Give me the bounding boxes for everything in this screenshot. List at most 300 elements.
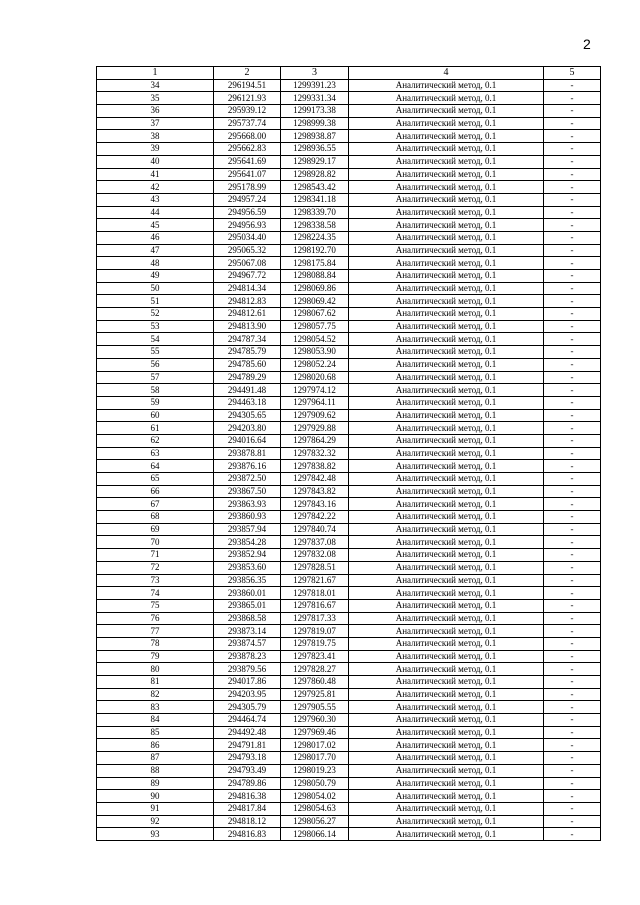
y-coordinate-cell: 1297843.16 [281,498,349,511]
table-row [97,523,601,536]
note-cell: - [544,143,601,156]
x-coordinate-cell: 294492.48 [214,726,281,739]
point-number-cell: 77 [97,625,214,638]
table-row [97,599,601,612]
note-cell: - [544,473,601,486]
method-cell: Аналитический метод, 0.1 [349,650,544,663]
note-cell: - [544,714,601,727]
method-cell: Аналитический метод, 0.1 [349,739,544,752]
x-coordinate-cell: 294793.49 [214,764,281,777]
x-coordinate-cell: 294956.59 [214,206,281,219]
y-coordinate-cell: 1297909.62 [281,409,349,422]
point-number-cell: 59 [97,396,214,409]
y-coordinate-cell: 1299331.34 [281,92,349,105]
method-cell: Аналитический метод, 0.1 [349,257,544,270]
x-coordinate-cell: 294789.86 [214,777,281,790]
method-cell: Аналитический метод, 0.1 [349,460,544,473]
x-coordinate-cell: 294789.29 [214,371,281,384]
y-coordinate-cell: 1299173.38 [281,105,349,118]
x-coordinate-cell: 294491.48 [214,384,281,397]
y-coordinate-cell: 1297842.22 [281,511,349,524]
x-coordinate-cell: 294305.79 [214,701,281,714]
note-cell: - [544,790,601,803]
table-row [97,688,601,701]
table-row [97,270,601,283]
method-cell: Аналитический метод, 0.1 [349,676,544,689]
y-coordinate-cell: 1298339.70 [281,206,349,219]
header-col-2: 2 [214,67,281,80]
point-number-cell: 91 [97,802,214,815]
x-coordinate-cell: 295939.12 [214,105,281,118]
table-row [97,231,601,244]
method-cell: Аналитический метод, 0.1 [349,625,544,638]
point-number-cell: 80 [97,663,214,676]
table-row [97,714,601,727]
method-cell: Аналитический метод, 0.1 [349,358,544,371]
note-cell: - [544,422,601,435]
note-cell: - [544,219,601,232]
x-coordinate-cell: 295178.99 [214,181,281,194]
x-coordinate-cell: 293852.94 [214,549,281,562]
y-coordinate-cell: 1298053.90 [281,346,349,359]
point-number-cell: 76 [97,612,214,625]
x-coordinate-cell: 294787.34 [214,333,281,346]
method-cell: Аналитический метод, 0.1 [349,828,544,841]
method-cell: Аналитический метод, 0.1 [349,130,544,143]
note-cell: - [544,244,601,257]
table-row [97,219,601,232]
table-row [97,663,601,676]
y-coordinate-cell: 1298338.58 [281,219,349,232]
table-body [97,79,601,840]
table-row [97,574,601,587]
table-row [97,764,601,777]
table-row [97,193,601,206]
x-coordinate-cell: 294967.72 [214,270,281,283]
point-number-cell: 40 [97,155,214,168]
header-col-1: 1 [97,67,214,80]
x-coordinate-cell: 295641.69 [214,155,281,168]
method-cell: Аналитический метод, 0.1 [349,143,544,156]
point-number-cell: 36 [97,105,214,118]
x-coordinate-cell: 293868.58 [214,612,281,625]
point-number-cell: 81 [97,676,214,689]
note-cell: - [544,561,601,574]
point-number-cell: 70 [97,536,214,549]
table-row [97,155,601,168]
x-coordinate-cell: 294791.81 [214,739,281,752]
point-number-cell: 57 [97,371,214,384]
y-coordinate-cell: 1298175.84 [281,257,349,270]
method-cell: Аналитический метод, 0.1 [349,612,544,625]
note-cell: - [544,358,601,371]
y-coordinate-cell: 1297817.33 [281,612,349,625]
table-row [97,790,601,803]
x-coordinate-cell: 294816.83 [214,828,281,841]
y-coordinate-cell: 1297842.48 [281,473,349,486]
table-row [97,358,601,371]
x-coordinate-cell: 293857.94 [214,523,281,536]
point-number-cell: 69 [97,523,214,536]
method-cell: Аналитический метод, 0.1 [349,155,544,168]
table-row [97,777,601,790]
point-number-cell: 41 [97,168,214,181]
table-row [97,637,601,650]
method-cell: Аналитический метод, 0.1 [349,422,544,435]
method-cell: Аналитический метод, 0.1 [349,777,544,790]
point-number-cell: 62 [97,434,214,447]
table-row [97,333,601,346]
y-coordinate-cell: 1297860.48 [281,676,349,689]
method-cell: Аналитический метод, 0.1 [349,764,544,777]
x-coordinate-cell: 295668.00 [214,130,281,143]
y-coordinate-cell: 1297816.67 [281,599,349,612]
method-cell: Аналитический метод, 0.1 [349,92,544,105]
method-cell: Аналитический метод, 0.1 [349,790,544,803]
x-coordinate-cell: 294956.93 [214,219,281,232]
table-row [97,168,601,181]
y-coordinate-cell: 1297818.01 [281,587,349,600]
method-cell: Аналитический метод, 0.1 [349,117,544,130]
x-coordinate-cell: 295737.74 [214,117,281,130]
method-cell: Аналитический метод, 0.1 [349,295,544,308]
point-number-cell: 87 [97,752,214,765]
point-number-cell: 71 [97,549,214,562]
point-number-cell: 78 [97,637,214,650]
note-cell: - [544,485,601,498]
note-cell: - [544,92,601,105]
y-coordinate-cell: 1298052.24 [281,358,349,371]
note-cell: - [544,511,601,524]
method-cell: Аналитический метод, 0.1 [349,346,544,359]
note-cell: - [544,726,601,739]
y-coordinate-cell: 1298543.42 [281,181,349,194]
point-number-cell: 35 [97,92,214,105]
x-coordinate-cell: 293867.50 [214,485,281,498]
y-coordinate-cell: 1297864.29 [281,434,349,447]
x-coordinate-cell: 294813.90 [214,320,281,333]
note-cell: - [544,802,601,815]
point-number-cell: 93 [97,828,214,841]
method-cell: Аналитический метод, 0.1 [349,320,544,333]
table-row [97,536,601,549]
header-col-4: 4 [349,67,544,80]
note-cell: - [544,599,601,612]
note-cell: - [544,193,601,206]
note-cell: - [544,206,601,219]
x-coordinate-cell: 293878.23 [214,650,281,663]
table-row [97,612,601,625]
point-number-cell: 63 [97,447,214,460]
method-cell: Аналитический метод, 0.1 [349,587,544,600]
y-coordinate-cell: 1298341.18 [281,193,349,206]
note-cell: - [544,676,601,689]
note-cell: - [544,764,601,777]
x-coordinate-cell: 293872.50 [214,473,281,486]
method-cell: Аналитический метод, 0.1 [349,447,544,460]
point-number-cell: 50 [97,282,214,295]
y-coordinate-cell: 1297837.08 [281,536,349,549]
note-cell: - [544,308,601,321]
y-coordinate-cell: 1297819.75 [281,637,349,650]
method-cell: Аналитический метод, 0.1 [349,802,544,815]
table-row [97,396,601,409]
y-coordinate-cell: 1298054.02 [281,790,349,803]
method-cell: Аналитический метод, 0.1 [349,663,544,676]
y-coordinate-cell: 1298067.62 [281,308,349,321]
method-cell: Аналитический метод, 0.1 [349,815,544,828]
note-cell: - [544,815,601,828]
point-number-cell: 67 [97,498,214,511]
table-row [97,625,601,638]
note-cell: - [544,523,601,536]
y-coordinate-cell: 1298017.02 [281,739,349,752]
note-cell: - [544,650,601,663]
method-cell: Аналитический метод, 0.1 [349,714,544,727]
method-cell: Аналитический метод, 0.1 [349,726,544,739]
x-coordinate-cell: 293853.60 [214,561,281,574]
point-number-cell: 90 [97,790,214,803]
x-coordinate-cell: 295067.08 [214,257,281,270]
method-cell: Аналитический метод, 0.1 [349,473,544,486]
note-cell: - [544,752,601,765]
note-cell: - [544,155,601,168]
y-coordinate-cell: 1297964.11 [281,396,349,409]
point-number-cell: 46 [97,231,214,244]
x-coordinate-cell: 294017.86 [214,676,281,689]
method-cell: Аналитический метод, 0.1 [349,333,544,346]
table-row [97,384,601,397]
method-cell: Аналитический метод, 0.1 [349,434,544,447]
y-coordinate-cell: 1298054.63 [281,802,349,815]
note-cell: - [544,231,601,244]
point-number-cell: 55 [97,346,214,359]
x-coordinate-cell: 293873.14 [214,625,281,638]
point-number-cell: 88 [97,764,214,777]
method-cell: Аналитический метод, 0.1 [349,536,544,549]
point-number-cell: 45 [97,219,214,232]
point-number-cell: 92 [97,815,214,828]
note-cell: - [544,295,601,308]
method-cell: Аналитический метод, 0.1 [349,244,544,257]
x-coordinate-cell: 293876.16 [214,460,281,473]
method-cell: Аналитический метод, 0.1 [349,308,544,321]
note-cell: - [544,105,601,118]
method-cell: Аналитический метод, 0.1 [349,574,544,587]
method-cell: Аналитический метод, 0.1 [349,231,544,244]
note-cell: - [544,434,601,447]
y-coordinate-cell: 1297925.81 [281,688,349,701]
note-cell: - [544,130,601,143]
y-coordinate-cell: 1298054.52 [281,333,349,346]
x-coordinate-cell: 295065.32 [214,244,281,257]
table-row [97,92,601,105]
point-number-cell: 82 [97,688,214,701]
y-coordinate-cell: 1297969.46 [281,726,349,739]
table-header [97,67,601,80]
y-coordinate-cell: 1298019.23 [281,764,349,777]
note-cell: - [544,828,601,841]
point-number-cell: 83 [97,701,214,714]
point-number-cell: 52 [97,308,214,321]
note-cell: - [544,549,601,562]
y-coordinate-cell: 1297828.27 [281,663,349,676]
table-row [97,587,601,600]
y-coordinate-cell: 1297828.51 [281,561,349,574]
x-coordinate-cell: 295662.83 [214,143,281,156]
y-coordinate-cell: 1297974.12 [281,384,349,397]
table-row [97,739,601,752]
method-cell: Аналитический метод, 0.1 [349,206,544,219]
x-coordinate-cell: 294203.80 [214,422,281,435]
point-number-cell: 73 [97,574,214,587]
method-cell: Аналитический метод, 0.1 [349,282,544,295]
x-coordinate-cell: 293860.01 [214,587,281,600]
note-cell: - [544,282,601,295]
table-row [97,447,601,460]
table-row [97,282,601,295]
method-cell: Аналитический метод, 0.1 [349,219,544,232]
method-cell: Аналитический метод, 0.1 [349,168,544,181]
y-coordinate-cell: 1298192.70 [281,244,349,257]
point-number-cell: 48 [97,257,214,270]
note-cell: - [544,625,601,638]
y-coordinate-cell: 1297832.32 [281,447,349,460]
x-coordinate-cell: 293863.93 [214,498,281,511]
y-coordinate-cell: 1298936.55 [281,143,349,156]
x-coordinate-cell: 294305.65 [214,409,281,422]
y-coordinate-cell: 1298928.82 [281,168,349,181]
table-row [97,498,601,511]
note-cell: - [544,612,601,625]
point-number-cell: 39 [97,143,214,156]
table-row [97,257,601,270]
point-number-cell: 56 [97,358,214,371]
y-coordinate-cell: 1298069.86 [281,282,349,295]
point-number-cell: 49 [97,270,214,283]
table-row [97,117,601,130]
method-cell: Аналитический метод, 0.1 [349,752,544,765]
note-cell: - [544,447,601,460]
table-row [97,485,601,498]
x-coordinate-cell: 293856.35 [214,574,281,587]
point-number-cell: 79 [97,650,214,663]
note-cell: - [544,460,601,473]
y-coordinate-cell: 1298999.38 [281,117,349,130]
table-row [97,422,601,435]
method-cell: Аналитический метод, 0.1 [349,688,544,701]
table-row [97,473,601,486]
table-row [97,676,601,689]
table-row [97,549,601,562]
table-row [97,434,601,447]
method-cell: Аналитический метод, 0.1 [349,409,544,422]
y-coordinate-cell: 1297843.82 [281,485,349,498]
x-coordinate-cell: 295641.07 [214,168,281,181]
method-cell: Аналитический метод, 0.1 [349,396,544,409]
y-coordinate-cell: 1298020.68 [281,371,349,384]
method-cell: Аналитический метод, 0.1 [349,637,544,650]
table-row [97,460,601,473]
method-cell: Аналитический метод, 0.1 [349,181,544,194]
note-cell: - [544,333,601,346]
point-number-cell: 89 [97,777,214,790]
y-coordinate-cell: 1297832.08 [281,549,349,562]
note-cell: - [544,663,601,676]
x-coordinate-cell: 293874.57 [214,637,281,650]
method-cell: Аналитический метод, 0.1 [349,523,544,536]
y-coordinate-cell: 1298057.75 [281,320,349,333]
method-cell: Аналитический метод, 0.1 [349,599,544,612]
y-coordinate-cell: 1297838.82 [281,460,349,473]
table-row [97,181,601,194]
method-cell: Аналитический метод, 0.1 [349,549,544,562]
y-coordinate-cell: 1298088.84 [281,270,349,283]
note-cell: - [544,181,601,194]
point-number-cell: 43 [97,193,214,206]
x-coordinate-cell: 294793.18 [214,752,281,765]
coordinates-table [96,66,601,841]
point-number-cell: 74 [97,587,214,600]
note-cell: - [544,777,601,790]
method-cell: Аналитический метод, 0.1 [349,384,544,397]
x-coordinate-cell: 293879.56 [214,663,281,676]
point-number-cell: 68 [97,511,214,524]
table-row [97,828,601,841]
y-coordinate-cell: 1297905.55 [281,701,349,714]
point-number-cell: 34 [97,79,214,92]
note-cell: - [544,117,601,130]
method-cell: Аналитический метод, 0.1 [349,511,544,524]
note-cell: - [544,701,601,714]
note-cell: - [544,637,601,650]
page-number: 2 [583,36,591,52]
method-cell: Аналитический метод, 0.1 [349,485,544,498]
table-row [97,409,601,422]
x-coordinate-cell: 294818.12 [214,815,281,828]
y-coordinate-cell: 1298017.70 [281,752,349,765]
x-coordinate-cell: 294785.79 [214,346,281,359]
point-number-cell: 44 [97,206,214,219]
y-coordinate-cell: 1298938.87 [281,130,349,143]
point-number-cell: 53 [97,320,214,333]
x-coordinate-cell: 294814.34 [214,282,281,295]
y-coordinate-cell: 1298056.27 [281,815,349,828]
x-coordinate-cell: 294785.60 [214,358,281,371]
point-number-cell: 47 [97,244,214,257]
point-number-cell: 51 [97,295,214,308]
method-cell: Аналитический метод, 0.1 [349,105,544,118]
x-coordinate-cell: 295034.40 [214,231,281,244]
point-number-cell: 60 [97,409,214,422]
table-row [97,79,601,92]
point-number-cell: 84 [97,714,214,727]
method-cell: Аналитический метод, 0.1 [349,701,544,714]
y-coordinate-cell: 1297823.41 [281,650,349,663]
table-row [97,346,601,359]
header-col-3: 3 [281,67,349,80]
table-row [97,206,601,219]
note-cell: - [544,168,601,181]
y-coordinate-cell: 1298929.17 [281,155,349,168]
x-coordinate-cell: 294464.74 [214,714,281,727]
point-number-cell: 38 [97,130,214,143]
note-cell: - [544,498,601,511]
table-row [97,752,601,765]
note-cell: - [544,320,601,333]
point-number-cell: 37 [97,117,214,130]
x-coordinate-cell: 294203.95 [214,688,281,701]
